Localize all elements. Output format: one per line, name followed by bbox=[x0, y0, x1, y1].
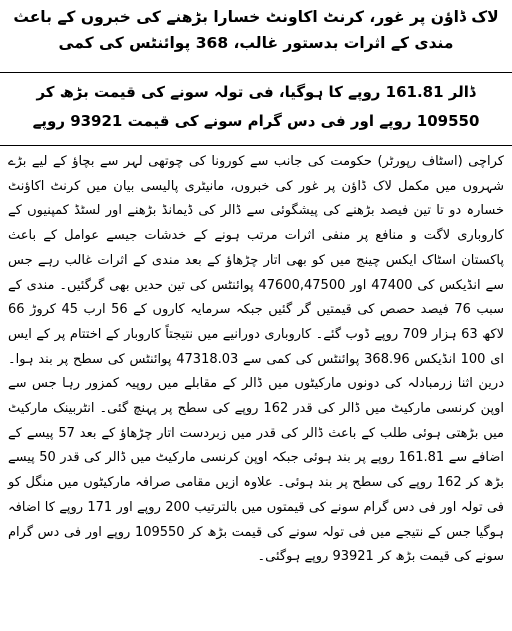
subheadline-divider bbox=[0, 145, 512, 146]
headline-divider bbox=[0, 72, 512, 73]
article-subheadline: ڈالر 161.81 روپے کا ہوگیا، فی تولہ سونے کی قیمت بڑھ کر 109550 روپے اور فی دس گرام سونے کی قیمت 93921 روپے bbox=[32, 83, 480, 130]
article-headline: لاک ڈاؤن پر غور، کرنٹ اکاونٹ خسارا بڑھنے کی خبروں کے باعث مندی کے اثرات بدستور غالب، 368 پوائنٹس کی کمی bbox=[13, 8, 499, 52]
article-body: کراچی (اسٹاف رپورٹر) حکومت کی جانب سے کورونا کی چوتھی لہر سے بچاؤ کے لیے بڑے شہروں میں مکمل لاک ڈاؤن پر غور کی خبروں، مانیٹری پالیسی بیان میں کرنٹ اکاؤنٹ خسارہ دو تا تین فیصد بڑھنے کی پیشگوئی سے ڈالر کی ڈیمانڈ بڑھنے اور لسٹڈ کمپنیوں کے کاروباری لاگت و منافع پر منفی اثرات مرتب ہونے کے خدشات جیسے عوامل کے باعث پاکستان اسٹاک ایکس چینج میں کو بھی اتار چڑھاؤ کے بعد مندی کے اثرات غالب رہے جس سے انڈیکس کی 47400 اور 47600,47500 پوائنٹس کی تین حدیں بھی گرگئیں۔ مندی کے سبب 76 فیصد حصص کی قیمتیں گر گئیں جبکہ سرمایہ کاروں کے 56 ارب 45 کروڑ 66 لاکھ 63 ہزار 709 روپے ڈوب گئے۔ کاروباری دورانیے میں نتیجتاً کاروبار کے اختتام پر کے ایس ای 100 انڈیکس 368.96 پوائنٹس کی کمی سے 47318.03 پوائنٹس کی سطح پر بند ہوا۔ درین اثنا زرمبادلہ کی دونوں مارکیٹوں میں ڈالر کے مقابلے میں روپیہ کمزور رہا جس سے اوپن کرنسی مارکیٹ میں ڈالر کی قدر 162 روپے کی سطح پر پہنچ گئی۔ انٹربینک مارکیٹ میں بڑھتی ہوئی طلب کے باعث ڈالر کی قدر میں زبردست اتار چڑھاؤ کے بعد 57 پیسے کے اضافے سے 161.81 روپے پر بند ہوئی جبکہ اوپن کرنسی مارکیٹ میں ڈالر کی قدر 50 پیسے بڑھ کر 162 روپے کی سطح پر بند ہوئی۔ علاوہ ازیں مقامی صرافہ مارکیٹوں میں منگل کو فی تولہ اور فی دس گرام سونے کی قیمتوں میں بالترتیب 200 روپے اور 171 روپے کا اضافہ ہوگیا جس کے نتیجے میں فی تولہ سونے کی قیمت بڑھ کر 109550 روپے اور فی دس گرام سونے کی قیمت بڑھ کر 93921 روپے ہوگئی۔ bbox=[8, 154, 505, 565]
